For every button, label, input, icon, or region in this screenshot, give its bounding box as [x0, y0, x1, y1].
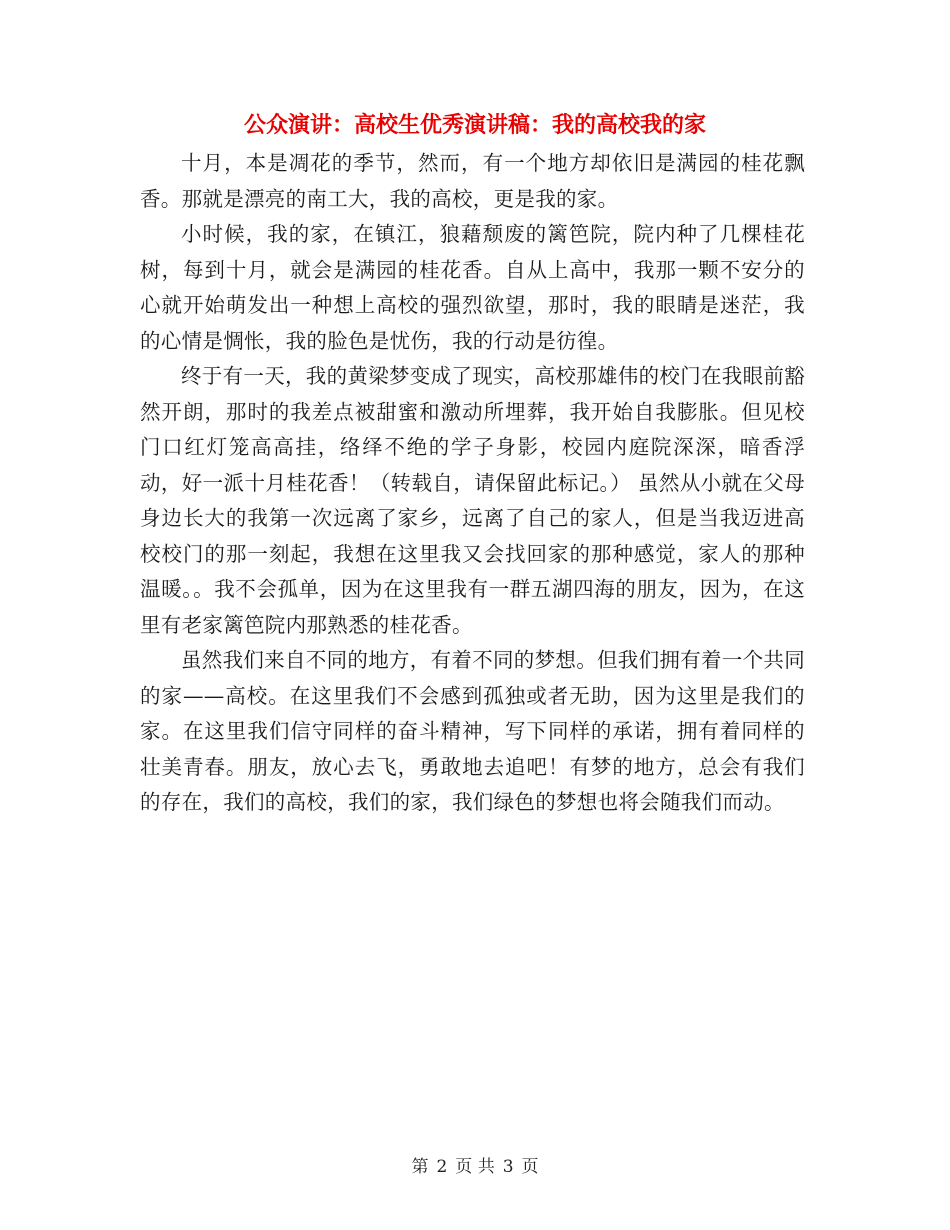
paragraph-1: 十月，本是凋花的季节，然而，有一个地方却依旧是满园的桂花飘香。那就是漂亮的南工大，我的高校，更是我的家。: [140, 151, 805, 211]
paragraph-3: 终于有一天，我的黄梁梦变成了现实，高校那雄伟的校门在我眼前豁然开朗，那时的我差点被甜蜜和激动所埋葬，我开始自我膨胀。但见校门口红灯笼高高挂，络绎不绝的学子身影，校园内庭院深深，暗香浮动，好一派十月桂花香！（转载自，请保留此标记。） 虽然从小就在父母身边长大的我第一次远离了家乡，远离了自己的家人，但是当我迈进高校校门的那一刻起，我想在这里我又会找回家的那种感觉，家人的那种温暖。。我不会孤单，因为在这里我有一群五湖四海的朋友，因为，在这里有老家篱笆院内那熟悉的桂花香。: [140, 364, 805, 637]
paragraph-4: 虽然我们来自不同的地方，有着不同的梦想。但我们拥有着一个共同的家——高校。在这里我们不会感到孤独或者无助，因为这里是我们的家。在这里我们信守同样的奋斗精神，写下同样的承诺，拥有着同样的壮美青春。朋友，放心去飞，勇敢地去追吧！有梦的地方，总会有我们的存在，我们的高校，我们的家，我们绿色的梦想也将会随我们而动。: [140, 648, 805, 814]
footer-total-pages: 3: [502, 1157, 514, 1177]
document-body: [140, 146, 805, 821]
footer-suffix: 页: [521, 1157, 539, 1177]
page-footer: [0, 1152, 950, 1177]
footer-prefix: 第: [411, 1157, 429, 1177]
page-title: 公众演讲：高校生优秀演讲稿：我的高校我的家: [243, 112, 706, 138]
paragraph-2: 小时候，我的家，在镇江，狼藉颓废的篱笆院，院内种了几棵桂花树，每到十月，就会是满园的桂花香。自从上高中，我那一颗不安分的心就开始萌发出一种想上高校的强烈欲望，那时，我的眼睛是迷茫，我的心情是惆怅，我的脸色是忧伤，我的行动是彷徨。: [140, 222, 805, 353]
footer-middle: 页 共: [455, 1157, 495, 1177]
footer-current-page: 2: [436, 1157, 448, 1177]
